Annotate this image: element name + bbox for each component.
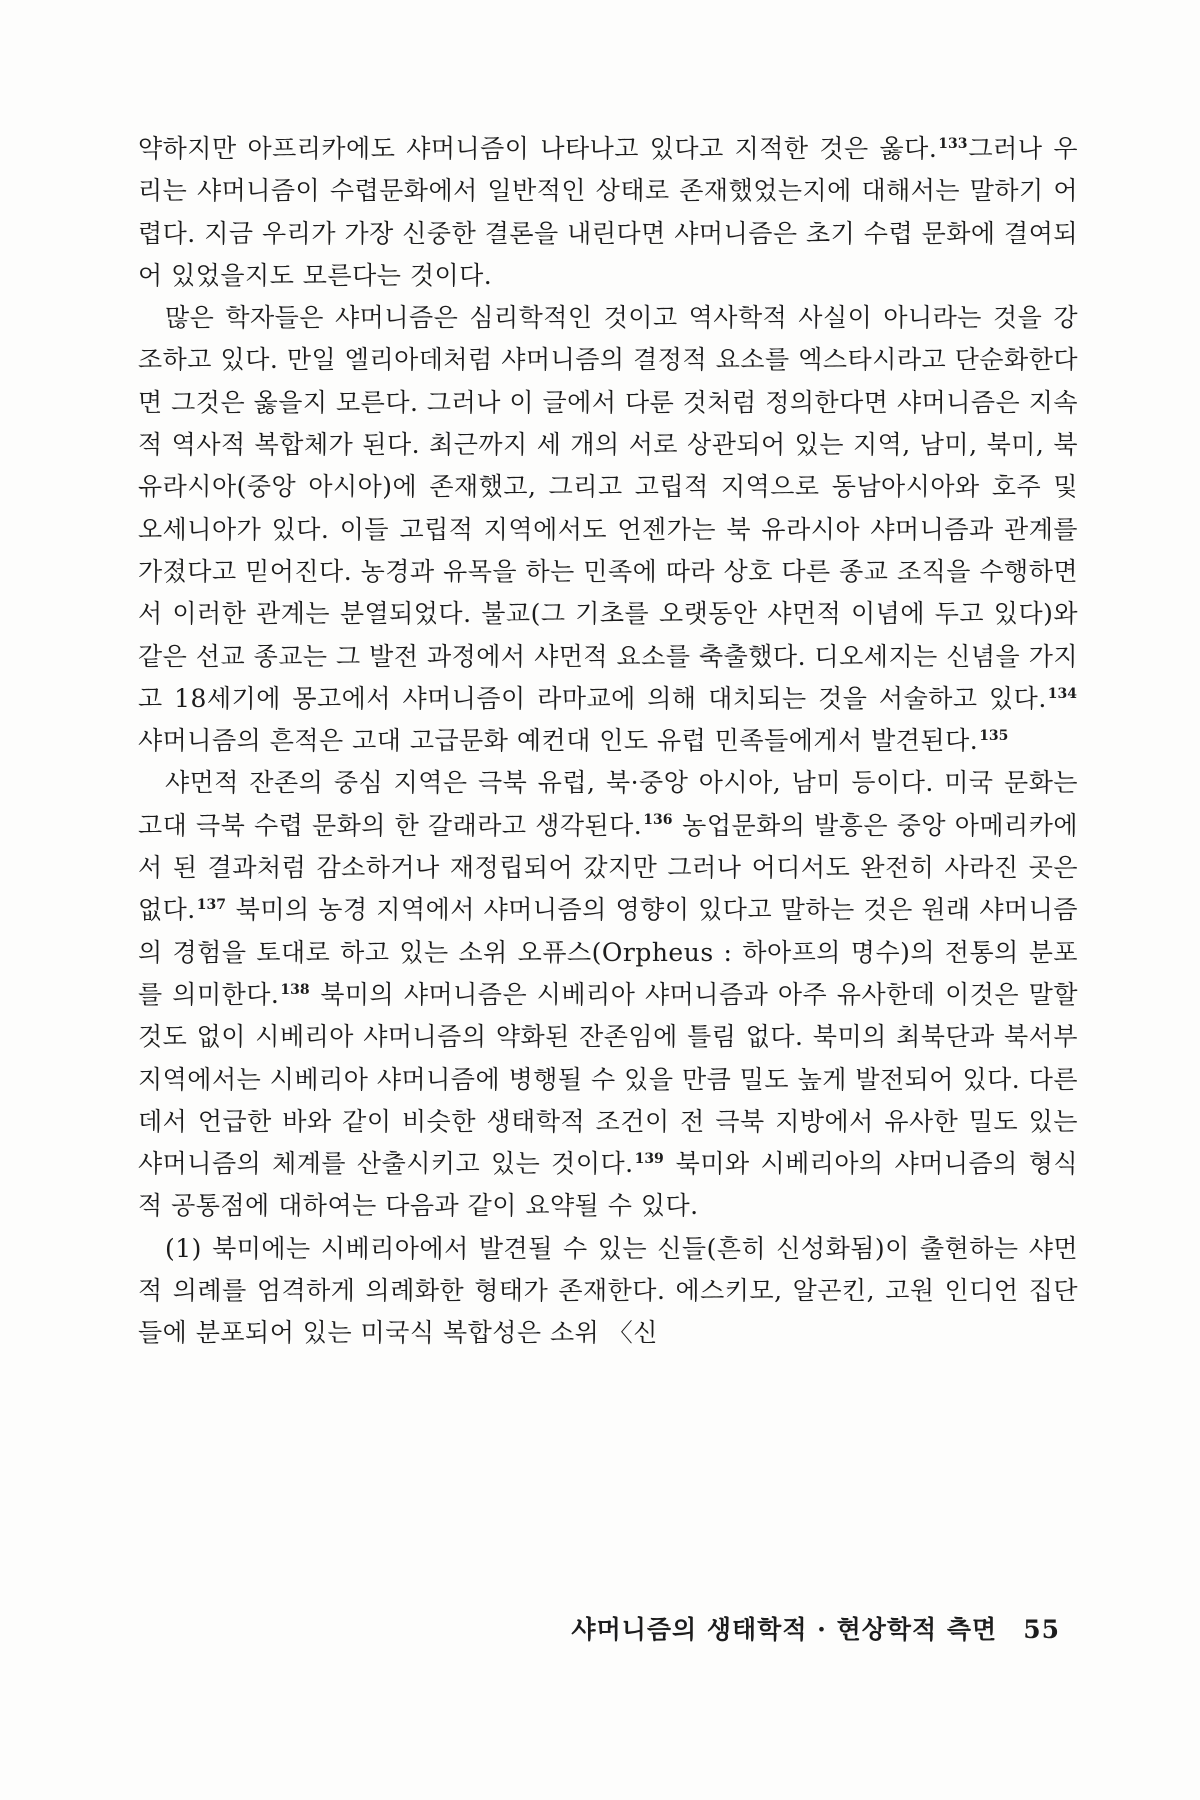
- text-segment: 북미의 샤머니즘은 시베리아 샤머니즘과 아주 유사한데 이것은 말할 것도 없이 시베리아 샤머니즘의 약화된 잔존임에 틀림 없다. 북미의 최북단과 북서부 지역에서는 시베리아 샤머니즘에 병행될 수 있을 만큼 밀도 높게 발전되어 있다. 다른 데서 언급한 바와 같이 비슷한 생태학적 조건이 전 극북 지방에서 유사한 밀도 있는 샤머니즘의 체계를 산출시키고 있는 것이다.: [138, 979, 1078, 1179]
- footnote-marker: 135: [979, 727, 1009, 744]
- text-segment: 농업문화의 발흥은 중앙 아메리카에서 된 결과처럼 감소하거나 재정립되어 갔지만 그러나 어디서도 완전히 사라진 곳은 없다.: [138, 810, 1078, 925]
- text-segment: 북미의 농경 지역에서 샤머니즘의 영향이 있다고 말하는 것은 원래 샤머니즘의 경험을 토대로 하고 있는 소위 오퓨스(Orpheus : 하아프의 명수)의 전통의 분포를 의미한다.: [138, 895, 1078, 1009]
- text-segment: 샤머니즘의 흔적은 고대 고급문화 예컨대 인도 유럽 민족들에게서 발견된다.: [138, 726, 979, 756]
- footnote-marker: 133: [938, 135, 968, 152]
- text-segment: (1) 북미에는 시베리아에서 발견될 수 있는 신들(흔히 신성화됨)이 출현하는 샤먼적 의례를 엄격하게 의례화한 형태가 존재한다. 에스키모, 알곤킨, 고원 인디언 집단들에 분포되어 있는 미국식 복합성은 소위 〈신: [138, 1233, 1078, 1348]
- footnote-marker: 137: [196, 897, 226, 914]
- page-number: 55: [1023, 1615, 1060, 1644]
- text-segment: 많은 학자들은 샤머니즘은 심리학적인 것이고 역사학적 사실이 아니라는 것을 강조하고 있다. 만일 엘리아데처럼 샤머니즘의 결정적 요소를 엑스타시라고 단순화한다면 그것은 옳을지 모른다. 그러나 이 글에서 다룬 것처럼 정의한다면 샤머니즘은 지속적 역사적 복합체가 된다. 최근까지 세 개의 서로 상관되어 있는 지역, 남미, 북미, 북유라시아(중앙 아시아)에 존재했고, 그리고 고립적 지역으로 동남아시아와 호주 및 오세니아가 있다. 이들 고립적 지역에서도 언젠가는 북 유라시아 샤머니즘과 관계를 가졌다고 믿어진다. 농경과 유목을 하는 민족에 따라 상호 다른 종교 조직을 수행하면서 이러한 관계는 분열되었다. 불교(그 기초를 오랫동안 샤먼적 이념에 두고 있다)와 같은 선교 종교는 그 발전 과정에서 샤먼적 요소를 축출했다. 디오세지는 신념을 가지고 18세기에 몽고에서 샤머니즘이 라마교에 의해 대치되는 것을 서술하고 있다.: [138, 303, 1078, 713]
- paragraph: [138, 762, 1078, 1227]
- body-text: [138, 128, 1078, 1355]
- footnote-marker: 134: [1047, 685, 1077, 702]
- running-title: 샤머니즘의 생태학적 · 현상학적 측면: [571, 1615, 998, 1644]
- footnote-marker: 136: [643, 812, 673, 829]
- text-segment: 약하지만 아프리카에도 샤머니즘이 나타나고 있다고 지적한 것은 옳다.: [138, 134, 938, 163]
- footnote-marker: 139: [634, 1150, 664, 1167]
- footnote-marker: 138: [280, 981, 310, 998]
- text-segment: 샤먼적 잔존의 중심 지역은 극북 유럽, 북·중앙 아시아, 남미 등이다. 미국 문화는 고대 극북 수렵 문화의 한 갈래라고 생각된다.: [138, 768, 1078, 840]
- paragraph: [138, 128, 1078, 297]
- page-footer: [0, 1610, 1060, 1646]
- paragraph: [138, 1228, 1078, 1355]
- text-segment: 북미와 시베리아의 샤머니즘의 형식적 공통점에 대하여는 다음과 같이 요약될 수 있다.: [138, 1149, 1078, 1221]
- paragraph: [138, 297, 1078, 762]
- text-segment: 그러나 우리는 샤머니즘이 수렵문화에서 일반적인 상태로 존재했었는지에 대해서는 말하기 어렵다. 지금 우리가 가장 신중한 결론을 내린다면 샤머니즘은 초기 수렵 문화에 결여되어 있었을지도 모른다는 것이다.: [138, 134, 1078, 290]
